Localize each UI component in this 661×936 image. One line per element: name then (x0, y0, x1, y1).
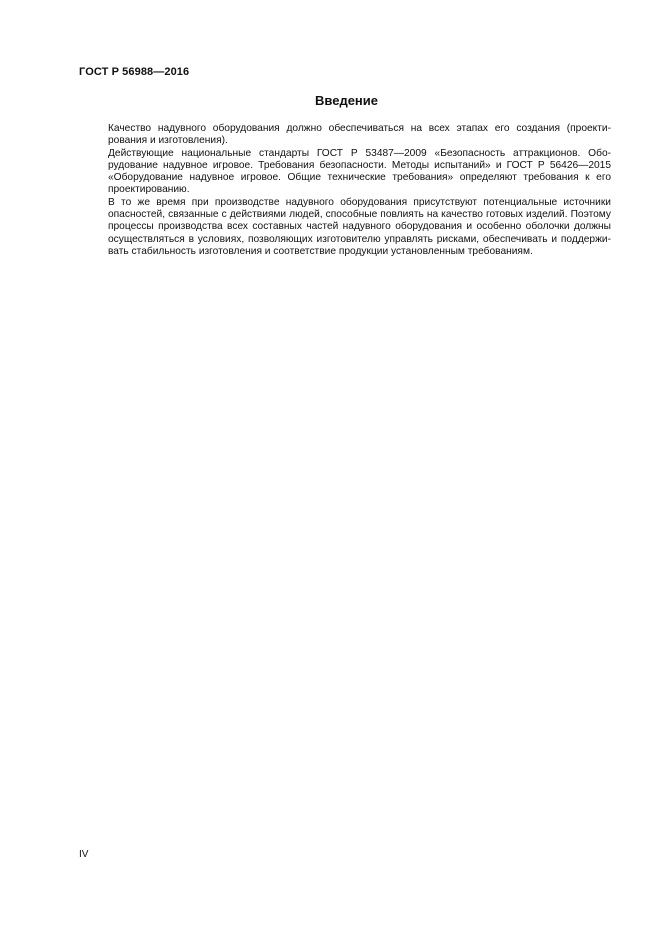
paragraph-3 (79, 197, 611, 258)
paragraph-1 (79, 123, 611, 148)
text-line: «Оборудование надувное игровое. Общие технические требования» определяют требования к его (108, 172, 611, 184)
text-line: опасностей, связанные с действиями людей, способные повлиять на качество готовых изделий. Поэтому (108, 209, 611, 221)
document-header: ГОСТ Р 56988—2016 (79, 66, 190, 78)
page-number: IV (79, 849, 89, 860)
document-body (79, 123, 611, 258)
text-line: рования и изготовления). (108, 135, 228, 147)
text-line: процессы производства всех составных частей надувного оборудования и особенно оболочки должны (108, 221, 611, 233)
text-line: рудование надувное игровое. Требования безопасности. Методы испытаний» и ГОСТ Р 56426—2015 (108, 159, 611, 171)
text-line: проектированию. (108, 184, 190, 196)
text-line: вать стабильность изготовления и соответствие продукции установленным требованиям. (108, 245, 533, 257)
page-title-text: Введение (315, 93, 378, 108)
text-line: Качество надувного оборудования должно обеспечиваться на всех этапах его создания (проекти- (108, 123, 611, 134)
text-line: В то же время при производстве надувного оборудования присутствуют потенциальные источники (108, 196, 611, 208)
text-line: осуществляться в условиях, позволяющих изготовителю управлять рисками, обеспечивать и поддержи- (108, 233, 611, 245)
paragraph-2 (79, 148, 611, 197)
page-title (0, 93, 661, 108)
text-line: Действующие национальные стандарты ГОСТ Р 53487—2009 «Безопасность аттракционов. Обо- (108, 147, 611, 159)
